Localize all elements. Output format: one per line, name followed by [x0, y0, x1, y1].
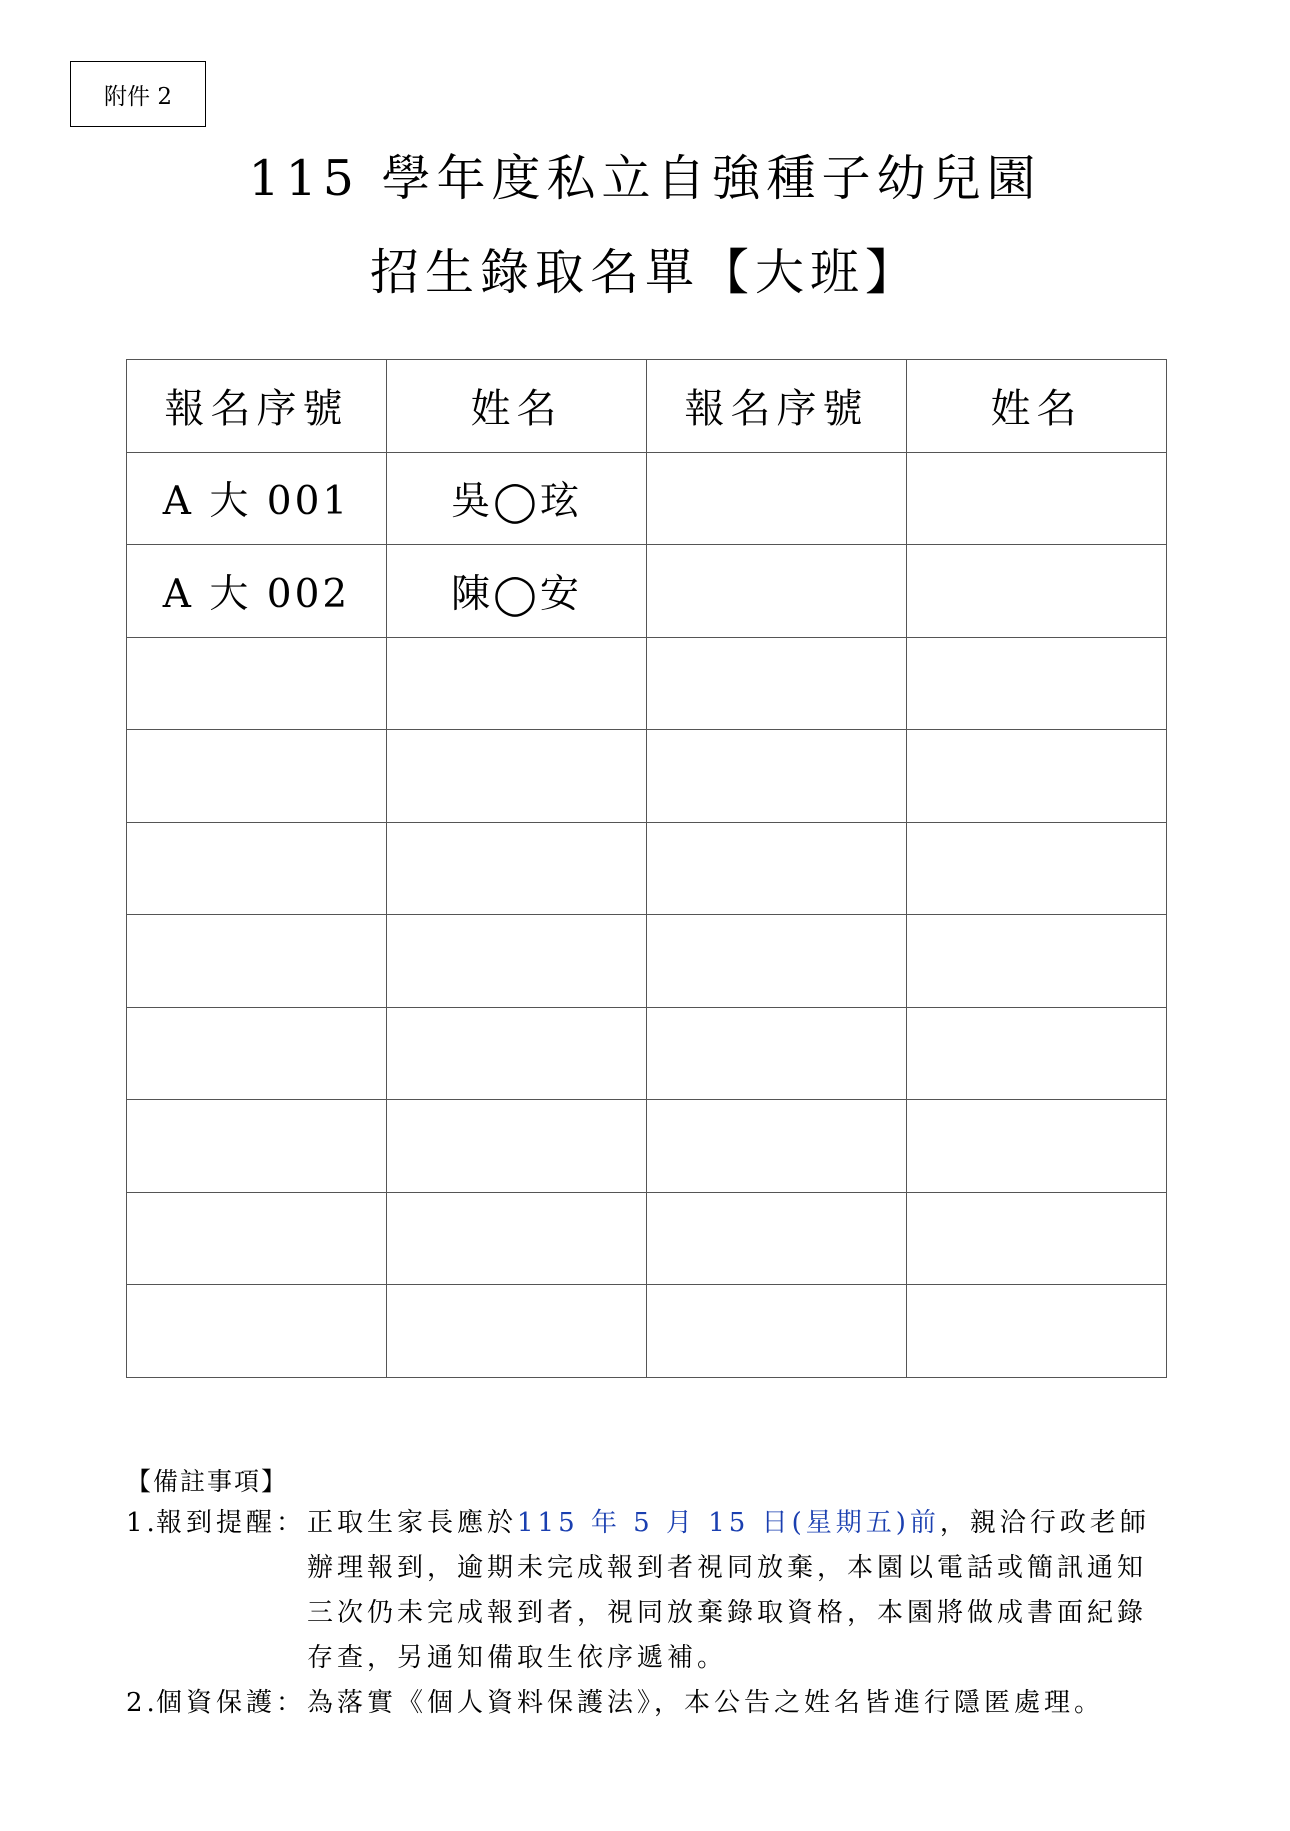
table-cell — [127, 822, 387, 915]
page-title: 115 學年度私立自強種子幼兒園 — [248, 150, 1042, 207]
note-item-privacy — [126, 1681, 1170, 1726]
table-row — [127, 915, 1167, 1008]
table-cell — [647, 637, 907, 730]
note-text: 正取生家長應於 — [307, 1508, 518, 1538]
table-cell — [127, 730, 387, 823]
table-cell — [647, 452, 907, 545]
table-row — [127, 1192, 1167, 1285]
table-cell: 陳◯安 — [387, 545, 647, 638]
column-header-registration-no: 報名序號 — [127, 360, 387, 453]
column-header-name: 姓名 — [387, 360, 647, 453]
table-cell — [647, 1100, 907, 1193]
attachment-label: 附件 2 — [70, 61, 206, 127]
table-cell: A 大 001 — [127, 452, 387, 545]
table-row — [127, 1007, 1167, 1100]
note-number: 2. — [126, 1688, 159, 1718]
notes-heading: 【備註事項】 — [126, 1467, 289, 1496]
table-header-row — [127, 360, 1167, 453]
admission-list-table — [126, 359, 1167, 1378]
table-cell — [387, 1007, 647, 1100]
table-row — [127, 1285, 1167, 1378]
table-cell — [907, 1007, 1167, 1100]
note-item-check-in-reminder — [126, 1501, 1170, 1681]
note-body — [307, 1501, 1170, 1681]
table-cell: A 大 002 — [127, 545, 387, 638]
table-row — [127, 452, 1167, 545]
page-subtitle: 招生錄取名單【大班】 — [369, 244, 920, 301]
table-cell — [387, 822, 647, 915]
table-cell — [387, 637, 647, 730]
note-number: 1. — [126, 1508, 159, 1538]
table-cell — [907, 915, 1167, 1008]
note-label: 報到提醒： — [156, 1508, 307, 1538]
note-text: ，親洽行政老師辦理報到，逾期未完成報到者視同放棄，本園以電話或簡訊通知三次仍未完成報到者，視同放棄錄取資格，本園將做成書面紀錄存查，另通知備取生依序遞補。 — [307, 1508, 1150, 1673]
table-cell — [907, 637, 1167, 730]
table-cell — [387, 730, 647, 823]
table-cell — [387, 1100, 647, 1193]
table-cell — [127, 915, 387, 1008]
table-row — [127, 1100, 1167, 1193]
table-row — [127, 545, 1167, 638]
table-cell — [907, 1192, 1167, 1285]
table-cell — [647, 915, 907, 1008]
deadline-highlight: 115 年 5 月 15 日(星期五)前 — [517, 1508, 940, 1538]
table-cell — [647, 1007, 907, 1100]
table-cell — [907, 452, 1167, 545]
table-cell — [387, 1192, 647, 1285]
table-cell — [907, 730, 1167, 823]
table-cell: 吳◯玹 — [387, 452, 647, 545]
note-label: 個資保護： — [156, 1688, 307, 1718]
column-header-name-2: 姓名 — [907, 360, 1167, 453]
table-cell — [127, 1100, 387, 1193]
column-header-registration-no-2: 報名序號 — [647, 360, 907, 453]
table-cell — [907, 545, 1167, 638]
table-cell — [127, 1285, 387, 1378]
table-cell — [647, 822, 907, 915]
table-cell — [907, 1100, 1167, 1193]
table-cell — [907, 822, 1167, 915]
table-cell — [127, 1007, 387, 1100]
table-cell — [647, 1192, 907, 1285]
table-cell — [387, 915, 647, 1008]
table-row — [127, 822, 1167, 915]
table-cell — [907, 1285, 1167, 1378]
table-cell — [127, 1192, 387, 1285]
table-row — [127, 730, 1167, 823]
table-row — [127, 637, 1167, 730]
table-cell — [387, 1285, 647, 1378]
table-cell — [647, 730, 907, 823]
table-cell — [647, 1285, 907, 1378]
table-cell — [647, 545, 907, 638]
table-cell — [127, 637, 387, 730]
note-body: 為落實《個人資料保護法》，本公告之姓名皆進行隱匿處理。 — [307, 1688, 1105, 1718]
